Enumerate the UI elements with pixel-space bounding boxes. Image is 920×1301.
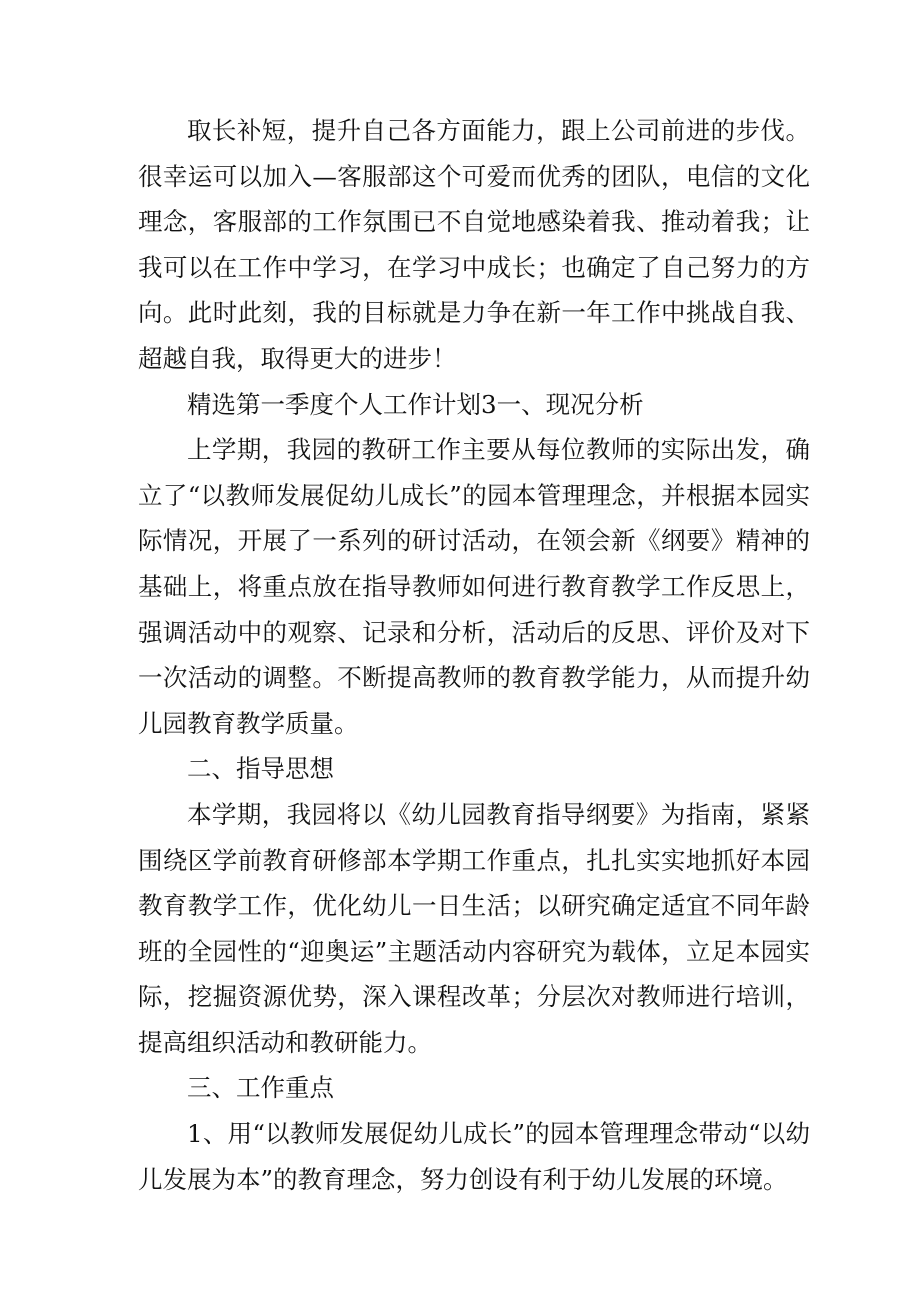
section-heading-work-focus: 三、工作重点 bbox=[187, 1073, 334, 1103]
paragraph-guiding-ideology: 本学期，我园将以《幼儿园教育指导纲要》为指南，紧紧围绕区学前教育研修部本学期工作重点，扎扎实实地抓好本园教育教学工作，优化幼儿一日生活；以研究确定适宜不同年龄班的全园性的“迎奥运”主题活动内容研究为载体，立足本园实际，挖掘资源优势，深入课程改革；分层次对教师进行培训，提高组织活动和教研能力。 bbox=[138, 799, 810, 1057]
document-body bbox=[138, 108, 810, 1202]
paragraph-self-improvement: 取长补短，提升自己各方面能力，跟上公司前进的步伐。很幸运可以加入—客服部这个可爱而优秀的团队，电信的文化理念，客服部的工作氛围已不自觉地感染着我、推动着我；让我可以在工作中学习，在学习中成长；也确定了自己努力的方向。此时此刻，我的目标就是力争在新一年工作中挑战自我、超越自我，取得更大的进步！ bbox=[138, 116, 810, 373]
paragraph-work-focus-item-1: 1、用“以教师发展促幼儿成长”的园本管理理念带动“以幼儿发展为本”的教育理念，努力创设有利于幼儿发展的环境。 bbox=[138, 1119, 810, 1194]
paragraph-situation-analysis: 上学期，我园的教研工作主要从每位教师的实际出发，确立了“以教师发展促幼儿成长”的园本管理理念，并根据本园实际情况，开展了一系列的研讨活动，在领会新《纲要》精神的基础上，将重点放在指导教师如何进行教育教学工作反思上，强调活动中的观察、记录和分析，活动后的反思、评价及对下一次活动的调整。不断提高教师的教育教学能力，从而提升幼儿园教育教学质量。 bbox=[138, 435, 810, 738]
section-heading-guiding-ideology: 二、指导思想 bbox=[187, 754, 334, 784]
section-heading-situation-analysis: 精选第一季度个人工作计划3一、现况分析 bbox=[187, 389, 644, 419]
